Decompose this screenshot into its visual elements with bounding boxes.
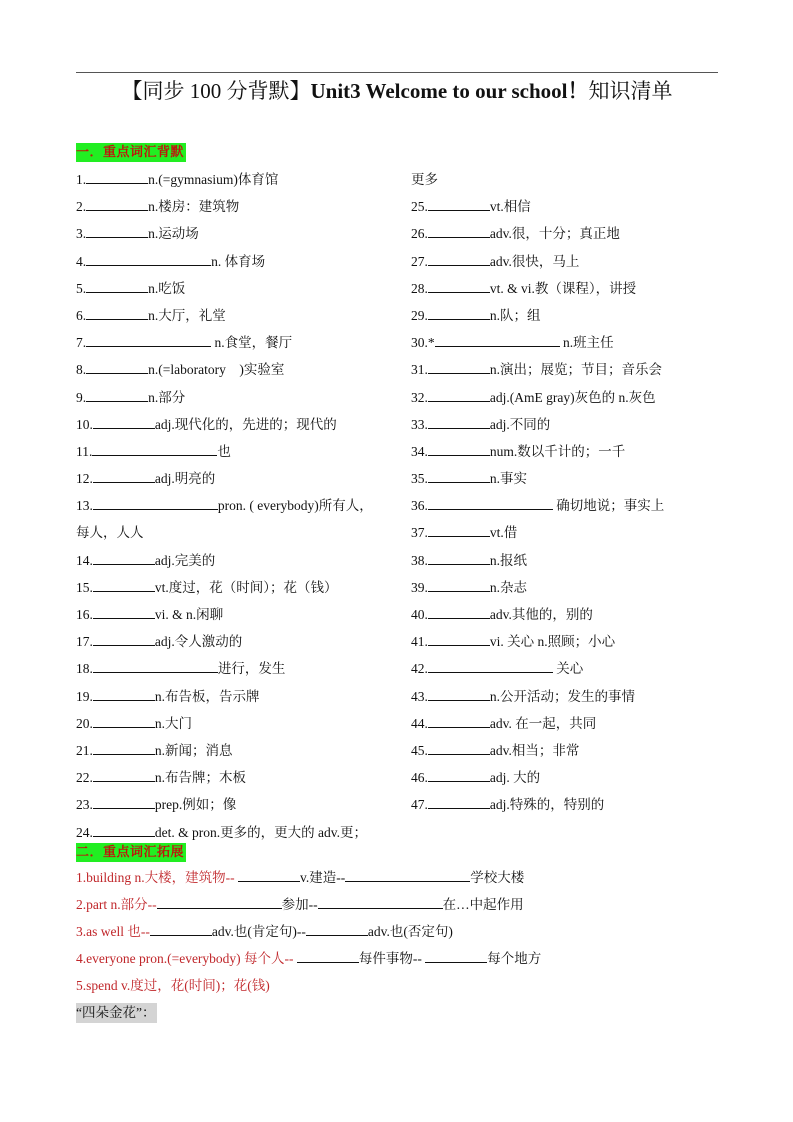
answer-blank[interactable]	[92, 443, 217, 456]
vocab-item	[76, 710, 406, 737]
answer-blank[interactable]	[428, 470, 490, 483]
note-label: “四朵金花”：	[76, 1003, 157, 1023]
title-main: Unit3 Welcome to our school！	[310, 79, 589, 103]
item-number: 43.	[411, 688, 428, 704]
answer-blank[interactable]	[428, 389, 490, 402]
item-definition: n. 体育场	[211, 253, 266, 269]
answer-blank[interactable]	[86, 334, 211, 347]
item-number: 38.	[411, 552, 428, 568]
item-number: 27.	[411, 253, 428, 269]
item-definition: n.食堂，餐厅	[211, 335, 293, 351]
item-definition: adv.其他的，别的	[489, 607, 593, 622]
answer-blank[interactable]	[428, 280, 490, 293]
answer-blank[interactable]	[435, 334, 560, 347]
vocab-item	[411, 329, 731, 356]
item-definition: n.演出；展览；节目；音乐会	[489, 362, 662, 378]
item-number: 21.	[76, 742, 93, 758]
vocab-item	[76, 302, 406, 329]
answer-blank[interactable]	[86, 225, 148, 238]
item-definition: n.布告牌；木板	[154, 770, 246, 786]
answer-blank[interactable]	[238, 869, 300, 882]
item-number: 26.	[411, 226, 428, 242]
answer-blank[interactable]	[93, 660, 218, 673]
item-number: 25.	[411, 199, 428, 215]
answer-blank[interactable]	[93, 552, 155, 565]
vocab-item	[411, 438, 731, 465]
answer-blank[interactable]	[318, 896, 443, 909]
vocab-item	[76, 764, 406, 791]
item-definition: vt.借	[489, 525, 518, 541]
item-number: 40.	[411, 607, 428, 622]
answer-blank[interactable]	[86, 361, 148, 374]
item-number: 19.	[76, 688, 93, 704]
answer-blank[interactable]	[93, 688, 155, 701]
answer-blank[interactable]	[428, 633, 490, 646]
item-number: 13.	[76, 498, 93, 514]
item-definition: n.公开活动；发生的事情	[489, 688, 635, 704]
item-definition: 每人，人人	[76, 525, 144, 541]
item-definition: adv.很，十分；真正地	[489, 226, 620, 242]
item-definition: adv.很快，马上	[489, 253, 580, 269]
extension-headword: 3.as well 也--	[76, 924, 150, 939]
item-definition: n.(=gymnasium)体育馆	[148, 172, 279, 187]
item-number: 34.	[411, 443, 428, 459]
vocab-item	[76, 601, 406, 628]
item-definition: prep.例如；像	[154, 797, 237, 813]
vocab-item	[76, 411, 406, 438]
answer-blank[interactable]	[428, 660, 553, 673]
item-number: 44.	[411, 715, 428, 731]
item-number: 42.	[411, 661, 428, 677]
item-definition: adj.(AmE gray)灰色的 n.灰色	[489, 389, 656, 405]
vocab-item	[76, 737, 406, 764]
vocab-item	[76, 628, 406, 655]
extension-hint: 每件事物--	[358, 951, 426, 966]
item-definition: adj.现代化的，先进的；现代的	[154, 416, 337, 432]
item-definition: n.杂志	[489, 579, 527, 595]
item-definition: adj.不同的	[489, 416, 551, 432]
item-number: 9.	[76, 389, 87, 405]
answer-blank[interactable]	[93, 715, 155, 728]
vocab-item	[411, 302, 731, 329]
item-number: 47.	[411, 797, 428, 813]
vocab-item	[76, 465, 406, 492]
item-definition: n.部分	[148, 389, 186, 405]
item-definition: adj.令人激动的	[154, 634, 243, 650]
vocab-item	[411, 574, 731, 601]
vocab-item	[411, 220, 731, 247]
vocab-item	[76, 791, 406, 818]
item-definition: n.运动场	[148, 226, 199, 242]
item-definition: 也	[217, 443, 231, 459]
extension-item	[76, 891, 524, 918]
item-number: 36.	[411, 498, 428, 514]
answer-blank[interactable]	[428, 715, 490, 728]
answer-blank[interactable]	[93, 497, 218, 510]
vocab-item	[76, 492, 406, 519]
answer-blank[interactable]	[428, 443, 490, 456]
vocab-item	[76, 655, 406, 682]
answer-blank[interactable]	[93, 824, 155, 837]
item-definition: n.吃饭	[148, 280, 186, 296]
answer-blank[interactable]	[93, 606, 155, 619]
vocab-item	[76, 329, 406, 356]
item-definition: n.班主任	[559, 335, 614, 351]
title-suffix: 知识清单	[588, 79, 673, 103]
answer-blank[interactable]	[86, 171, 148, 184]
vocab-item	[411, 547, 731, 574]
item-number: 20.	[76, 715, 93, 731]
extension-headword: 5.spend v.度过，花(时间)；花(钱)	[76, 978, 270, 993]
extension-hint: 每个地方	[487, 951, 542, 966]
item-definition: n.事实	[489, 471, 527, 487]
answer-blank[interactable]	[93, 796, 155, 809]
answer-blank[interactable]	[428, 361, 490, 374]
item-definition: n.报纸	[489, 552, 527, 568]
section-2-heading: 二．重点词汇拓展	[76, 845, 185, 860]
answer-blank[interactable]	[428, 552, 490, 565]
answer-blank[interactable]	[428, 524, 490, 537]
extension-hint: v.建造--	[300, 870, 346, 885]
vocab-item	[411, 248, 731, 275]
item-number: 4.	[76, 253, 87, 269]
vocab-item	[76, 356, 406, 383]
vocab-item	[76, 819, 406, 846]
item-number: 28.	[411, 280, 428, 296]
answer-blank[interactable]	[428, 796, 490, 809]
item-definition: 确切地说；事实上	[552, 498, 665, 514]
extension-hint: adv.也(否定句)	[367, 924, 453, 939]
extension-headword: 4.everyone pron.(=everybody) 每个人--	[76, 951, 297, 966]
answer-blank[interactable]	[428, 253, 490, 266]
vocab-item	[411, 655, 731, 682]
answer-blank[interactable]	[428, 198, 490, 211]
vocab-item	[76, 193, 406, 220]
vocab-list-right	[411, 166, 731, 819]
answer-blank[interactable]	[425, 950, 487, 963]
vocab-item	[76, 384, 406, 411]
item-number: 7.	[76, 335, 87, 351]
vocab-item	[76, 683, 406, 710]
answer-blank[interactable]	[93, 633, 155, 646]
vocab-list-left	[76, 166, 406, 846]
answer-blank[interactable]	[93, 470, 155, 483]
answer-blank[interactable]	[157, 896, 282, 909]
vocab-item	[411, 166, 731, 193]
item-definition: adj.特殊的，特别的	[489, 797, 605, 813]
item-definition: num.数以千计的；一千	[489, 443, 626, 459]
item-number: 11.	[76, 443, 93, 459]
item-number: 8.	[76, 362, 87, 378]
answer-blank[interactable]	[428, 225, 490, 238]
item-number: 3.	[76, 226, 87, 242]
item-definition: n.(=laboratory )实验室	[148, 362, 285, 378]
extension-headword: 1.building n.大楼，建筑物--	[76, 870, 238, 885]
item-number: 30.*	[411, 335, 435, 351]
item-definition: 进行，发生	[217, 661, 286, 677]
item-definition: 更多	[411, 172, 438, 187]
vocab-item	[76, 574, 406, 601]
item-definition: adv.相当；非常	[489, 742, 580, 758]
item-definition: pron. ( everybody)所有人，	[217, 498, 373, 514]
item-number: 18.	[76, 661, 93, 677]
vocab-item	[76, 248, 406, 275]
vocab-item	[411, 465, 731, 492]
item-number: 6.	[76, 307, 87, 323]
item-number: 29.	[411, 307, 428, 323]
item-number: 17.	[76, 634, 93, 650]
vocab-item	[76, 519, 406, 546]
item-definition: n.布告板，告示牌	[154, 688, 260, 704]
vocab-item	[411, 356, 731, 383]
answer-blank[interactable]	[86, 389, 148, 402]
answer-blank[interactable]	[86, 253, 211, 266]
item-definition: adj.明亮的	[154, 471, 216, 487]
item-number: 37.	[411, 525, 428, 541]
item-number: 24.	[76, 824, 93, 840]
vocab-item	[411, 764, 731, 791]
answer-blank[interactable]	[93, 416, 155, 429]
vocab-item	[76, 547, 406, 574]
item-number: 32.	[411, 389, 428, 405]
vocab-item	[411, 601, 731, 628]
answer-blank[interactable]	[428, 497, 553, 510]
vocab-item	[411, 384, 731, 411]
item-number: 5.	[76, 280, 87, 296]
vocab-item	[411, 193, 731, 220]
vocab-item	[411, 519, 731, 546]
extension-item	[76, 864, 524, 891]
item-definition: vt.度过，花（时间）；花（钱）	[154, 579, 338, 595]
item-definition: n.队；组	[489, 307, 541, 323]
item-definition: det. & pron.更多的，更大的 adv.更；	[154, 824, 367, 840]
item-number: 31.	[411, 362, 428, 378]
answer-blank[interactable]	[428, 579, 490, 592]
item-number: 33.	[411, 416, 428, 432]
item-number: 16.	[76, 607, 93, 622]
answer-blank[interactable]	[428, 742, 490, 755]
vocab-item	[411, 710, 731, 737]
item-number: 39.	[411, 579, 428, 595]
item-definition: n.楼房：建筑物	[148, 199, 240, 215]
item-definition: n.大厅，礼堂	[148, 307, 226, 323]
answer-blank[interactable]	[93, 742, 155, 755]
vocab-item	[411, 628, 731, 655]
answer-blank[interactable]	[428, 606, 490, 619]
item-definition: adv. 在一起，共同	[489, 715, 597, 731]
vocab-item	[411, 791, 731, 818]
answer-blank[interactable]	[86, 307, 148, 320]
answer-blank[interactable]	[86, 280, 148, 293]
item-number: 15.	[76, 579, 93, 595]
vocab-item	[411, 683, 731, 710]
item-definition: adj.完美的	[154, 552, 216, 568]
vocab-item	[76, 166, 406, 193]
vocab-item	[411, 737, 731, 764]
extension-item	[76, 918, 453, 945]
header-rule	[76, 72, 718, 73]
item-number: 22.	[76, 770, 93, 786]
item-number: 41.	[411, 634, 428, 650]
vocab-item	[76, 220, 406, 247]
item-definition: adj. 大的	[489, 770, 541, 786]
title-prefix: 【同步 100 分背默】	[121, 79, 311, 103]
item-definition: vt.相信	[489, 199, 531, 215]
item-number: 14.	[76, 552, 93, 568]
answer-blank[interactable]	[345, 869, 470, 882]
vocab-item	[411, 411, 731, 438]
item-number: 46.	[411, 770, 428, 786]
page-title	[76, 76, 718, 106]
answer-blank[interactable]	[428, 307, 490, 320]
item-definition: vi. & n.闲聊	[154, 607, 224, 622]
answer-blank[interactable]	[150, 923, 212, 936]
section-1-heading: 一．重点词汇背默	[76, 145, 185, 160]
answer-blank[interactable]	[428, 769, 490, 782]
item-definition: vt. & vi.教（课程），讲授	[489, 280, 637, 296]
item-definition: vi. 关心 n.照顾；小心	[489, 634, 616, 650]
answer-blank[interactable]	[297, 950, 359, 963]
item-definition: n.大门	[154, 715, 192, 731]
extension-headword: 2.part n.部分--	[76, 897, 157, 912]
item-number: 12.	[76, 471, 93, 487]
extension-hint: 参加--	[281, 897, 318, 912]
extension-hint: adv.也(肯定句)--	[211, 924, 306, 939]
answer-blank[interactable]	[428, 416, 490, 429]
item-definition: n.新闻；消息	[154, 742, 233, 758]
vocab-item	[411, 275, 731, 302]
item-number: 2.	[76, 199, 87, 215]
item-number: 23.	[76, 797, 93, 813]
answer-blank[interactable]	[428, 688, 490, 701]
item-number: 45.	[411, 742, 428, 758]
extension-item	[76, 945, 541, 972]
answer-blank[interactable]	[306, 923, 368, 936]
answer-blank[interactable]	[86, 198, 148, 211]
answer-blank[interactable]	[93, 769, 155, 782]
vocab-item	[411, 492, 731, 519]
item-number: 10.	[76, 416, 93, 432]
vocab-item	[76, 438, 406, 465]
item-number: 1.	[76, 172, 87, 187]
extension-hint: 在…中起作用	[442, 897, 524, 912]
extension-item	[76, 972, 270, 999]
item-definition: 关心	[552, 661, 584, 677]
item-number: 35.	[411, 471, 428, 487]
answer-blank[interactable]	[93, 579, 155, 592]
extension-hint: 学校大楼	[470, 870, 525, 885]
vocab-item	[76, 275, 406, 302]
